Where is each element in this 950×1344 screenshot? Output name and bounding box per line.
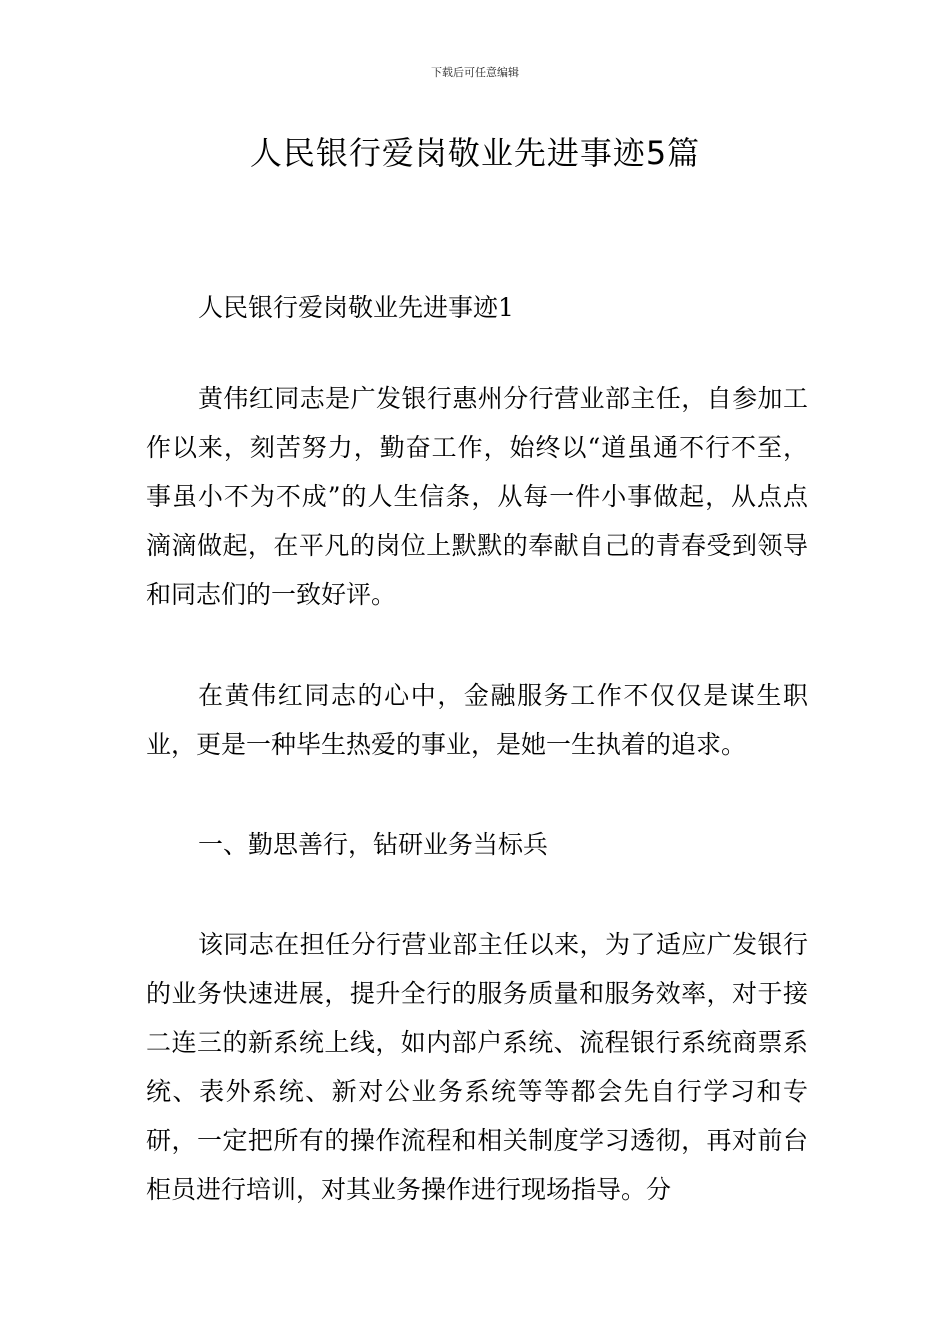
body-paragraph-2: 在黄伟红同志的心中，金融服务工作不仅仅是谋生职业，更是一种毕生热爱的事业，是她一生执着的追求。 [146, 681, 808, 759]
body-paragraph-3: 该同志在担任分行营业部主任以来，为了适应广发银行的业务快速进展，提升全行的服务质量和服务效率，对于接二连三的新系统上线，如内部户系统、流程银行系统商票系统、表外系统、新对公业务系统等等都会先自行学习和专研，一定把所有的操作流程和相关制度学习透彻，再对前台柜员进行培训，对其业务操作进行现场指导。分 [146, 930, 808, 1204]
document-title: 人民银行爱岗敬业先进事迹5篇 [249, 134, 701, 172]
body-paragraph-1: 黄伟红同志是广发银行惠州分行营业部主任，自参加工作以来，刻苦努力，勤奋工作，始终以“道虽通不行不至，事虽小不为不成”的人生信条，从每一件小事做起，从点点滴滴做起，在平凡的岗位上默默的奉献自己的青春受到领导和同志们的一致好评。 [146, 384, 808, 609]
section-heading: 一、勤思善行，钻研业务当标兵 [198, 830, 549, 859]
header-note: 下载后可任意编辑 [431, 66, 519, 79]
article-subheading: 人民银行爱岗敬业先进事迹1 [198, 293, 514, 322]
